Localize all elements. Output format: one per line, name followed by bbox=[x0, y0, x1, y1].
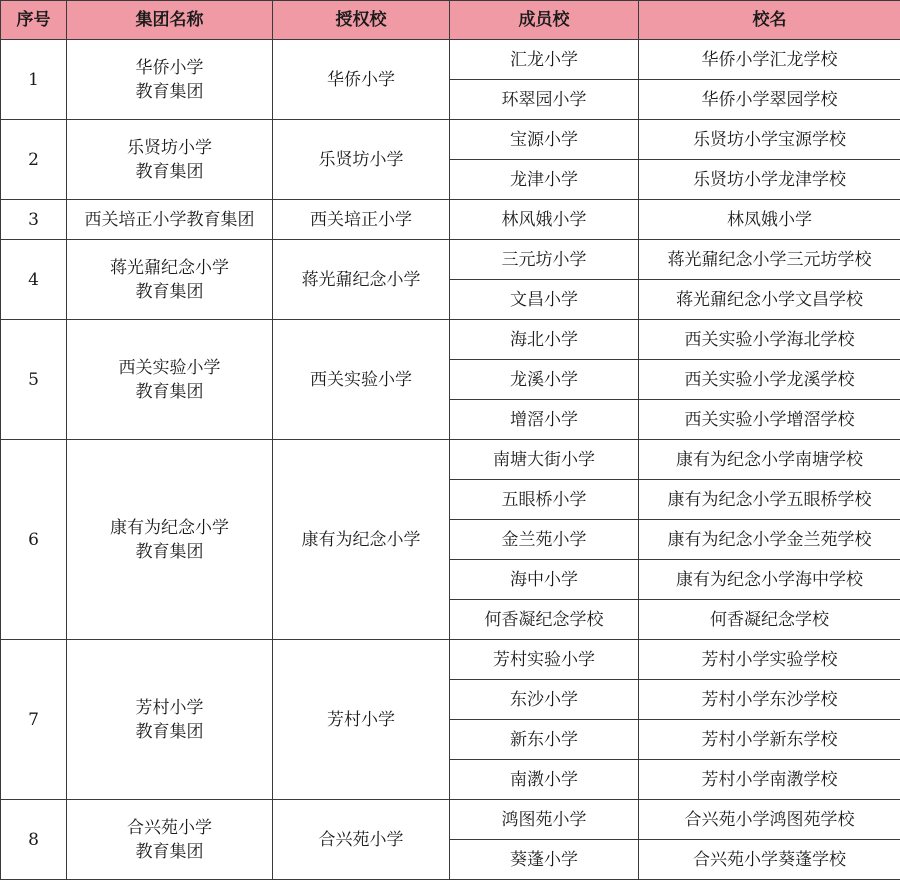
school-name: 康有为纪念小学海中学校 bbox=[639, 560, 900, 600]
table-row bbox=[1, 440, 900, 480]
member-school: 文昌小学 bbox=[450, 280, 639, 320]
school-name: 华侨小学汇龙学校 bbox=[639, 40, 900, 80]
member-school: 增滘小学 bbox=[450, 400, 639, 440]
member-school: 龙津小学 bbox=[450, 160, 639, 200]
school-name: 蒋光鼐纪念小学文昌学校 bbox=[639, 280, 900, 320]
authorized-school: 华侨小学 bbox=[273, 40, 450, 120]
school-name: 芳村小学新东学校 bbox=[639, 720, 900, 760]
table-row bbox=[1, 240, 900, 280]
authorized-school: 蒋光鼐纪念小学 bbox=[273, 240, 450, 320]
school-name: 芳村小学南漖学校 bbox=[639, 760, 900, 800]
table-row bbox=[1, 200, 900, 240]
member-school: 海中小学 bbox=[450, 560, 639, 600]
member-school: 东沙小学 bbox=[450, 680, 639, 720]
header-no: 序号 bbox=[1, 1, 67, 40]
member-school: 鸿图苑小学 bbox=[450, 800, 639, 840]
school-name: 合兴苑小学葵蓬学校 bbox=[639, 840, 900, 880]
authorized-school: 西关实验小学 bbox=[273, 320, 450, 440]
row-number: 8 bbox=[1, 800, 67, 880]
row-number: 3 bbox=[1, 200, 67, 240]
school-name: 西关实验小学海北学校 bbox=[639, 320, 900, 360]
group-name: 华侨小学 教育集团 bbox=[67, 40, 273, 120]
table-row bbox=[1, 640, 900, 680]
row-number: 6 bbox=[1, 440, 67, 640]
school-name: 蒋光鼐纪念小学三元坊学校 bbox=[639, 240, 900, 280]
member-school: 芳村实验小学 bbox=[450, 640, 639, 680]
group-name: 芳村小学 教育集团 bbox=[67, 640, 273, 800]
member-school: 新东小学 bbox=[450, 720, 639, 760]
member-school: 金兰苑小学 bbox=[450, 520, 639, 560]
table-row bbox=[1, 120, 900, 160]
school-name: 乐贤坊小学宝源学校 bbox=[639, 120, 900, 160]
member-school: 宝源小学 bbox=[450, 120, 639, 160]
school-name: 芳村小学东沙学校 bbox=[639, 680, 900, 720]
school-name: 合兴苑小学鸿图苑学校 bbox=[639, 800, 900, 840]
row-number: 2 bbox=[1, 120, 67, 200]
header-member-school: 成员校 bbox=[450, 1, 639, 40]
table-row bbox=[1, 40, 900, 80]
school-name: 乐贤坊小学龙津学校 bbox=[639, 160, 900, 200]
school-name: 何香凝纪念学校 bbox=[639, 600, 900, 640]
school-name: 芳村小学实验学校 bbox=[639, 640, 900, 680]
row-number: 5 bbox=[1, 320, 67, 440]
header-school-name: 校名 bbox=[639, 1, 900, 40]
group-name: 蒋光鼐纪念小学 教育集团 bbox=[67, 240, 273, 320]
header-authorized-school: 授权校 bbox=[273, 1, 450, 40]
row-number: 1 bbox=[1, 40, 67, 120]
group-name: 西关实验小学 教育集团 bbox=[67, 320, 273, 440]
authorized-school: 康有为纪念小学 bbox=[273, 440, 450, 640]
row-number: 7 bbox=[1, 640, 67, 800]
school-name: 西关实验小学增滘学校 bbox=[639, 400, 900, 440]
header-row bbox=[1, 1, 900, 40]
member-school: 何香凝纪念学校 bbox=[450, 600, 639, 640]
group-name: 西关培正小学教育集团 bbox=[67, 200, 273, 240]
authorized-school: 乐贤坊小学 bbox=[273, 120, 450, 200]
school-name: 林凤娥小学 bbox=[639, 200, 900, 240]
school-name: 康有为纪念小学南塘学校 bbox=[639, 440, 900, 480]
table-row bbox=[1, 320, 900, 360]
member-school: 南漖小学 bbox=[450, 760, 639, 800]
group-name: 康有为纪念小学 教育集团 bbox=[67, 440, 273, 640]
authorized-school: 西关培正小学 bbox=[273, 200, 450, 240]
table-body bbox=[1, 40, 900, 880]
authorized-school: 合兴苑小学 bbox=[273, 800, 450, 880]
authorized-school: 芳村小学 bbox=[273, 640, 450, 800]
school-name: 西关实验小学龙溪学校 bbox=[639, 360, 900, 400]
member-school: 三元坊小学 bbox=[450, 240, 639, 280]
row-number: 4 bbox=[1, 240, 67, 320]
school-name: 康有为纪念小学五眼桥学校 bbox=[639, 480, 900, 520]
member-school: 海北小学 bbox=[450, 320, 639, 360]
group-name: 乐贤坊小学 教育集团 bbox=[67, 120, 273, 200]
member-school: 龙溪小学 bbox=[450, 360, 639, 400]
school-name: 康有为纪念小学金兰苑学校 bbox=[639, 520, 900, 560]
school-name: 华侨小学翠园学校 bbox=[639, 80, 900, 120]
member-school: 环翠园小学 bbox=[450, 80, 639, 120]
header-group-name: 集团名称 bbox=[67, 1, 273, 40]
group-name: 合兴苑小学 教育集团 bbox=[67, 800, 273, 880]
table-row bbox=[1, 800, 900, 840]
member-school: 林风娥小学 bbox=[450, 200, 639, 240]
member-school: 南塘大街小学 bbox=[450, 440, 639, 480]
member-school: 汇龙小学 bbox=[450, 40, 639, 80]
member-school: 葵蓬小学 bbox=[450, 840, 639, 880]
member-school: 五眼桥小学 bbox=[450, 480, 639, 520]
